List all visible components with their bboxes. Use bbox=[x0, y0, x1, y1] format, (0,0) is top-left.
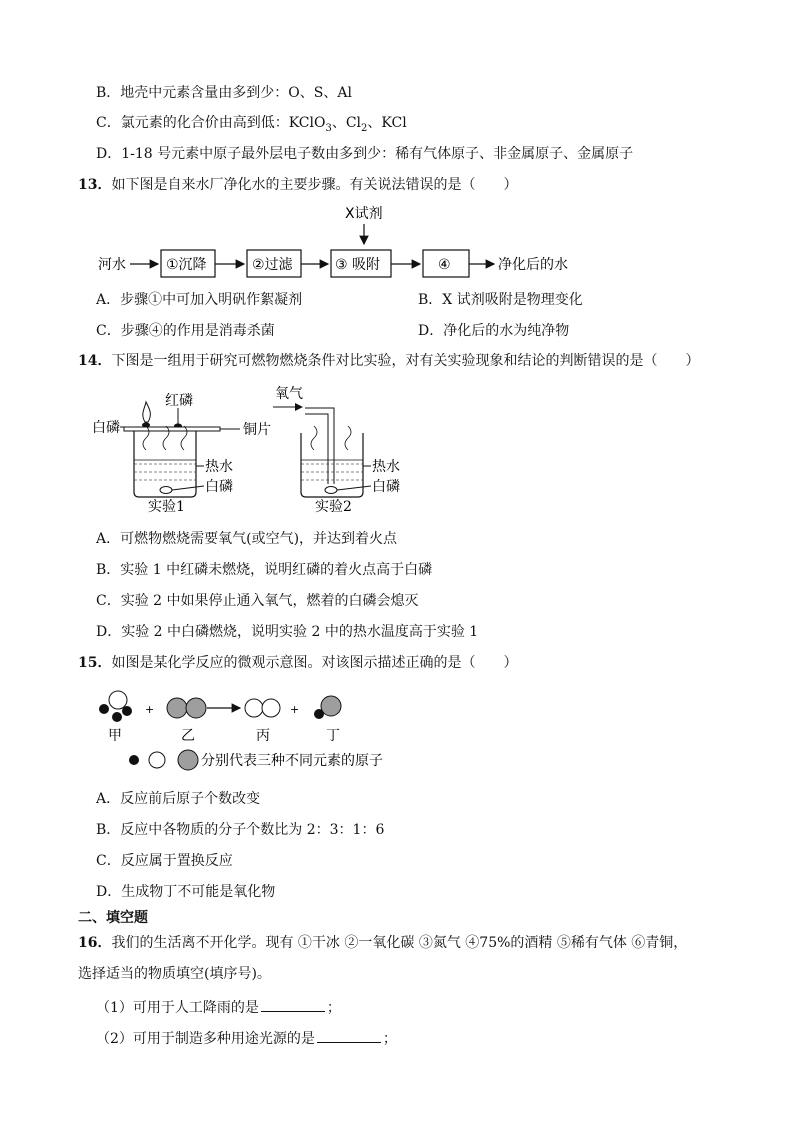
copper-label: 铜片 bbox=[243, 422, 271, 438]
q16-sub-2: （2）可用于制造多种用途光源的是 ； bbox=[96, 1028, 397, 1048]
combustion-experiment-diagram bbox=[90, 380, 420, 515]
molecule-yi bbox=[167, 698, 206, 718]
step-2-label: ②过滤 bbox=[252, 257, 293, 273]
molecule-ding bbox=[314, 696, 341, 719]
molecule-bing bbox=[245, 699, 280, 717]
option-d-prev: D．1-18 号元素中原子最外层电子数由多到少：稀有气体原子、非金属原子、金属原子 bbox=[96, 146, 634, 162]
white-phosphorus-label-2: 白磷 bbox=[372, 479, 400, 495]
plus-1: + bbox=[145, 703, 155, 716]
question-16-stem-cont: 选择适当的物质填空(填序号)。 bbox=[78, 966, 271, 982]
white-phosphorus-label-1: 白磷 bbox=[205, 479, 233, 495]
legend-white-atom bbox=[149, 752, 165, 768]
option-b-prev: B．地壳中元素含量由多到少：O、S、Al bbox=[96, 85, 352, 101]
hot-water-label-2: 热水 bbox=[372, 459, 400, 475]
experiment-2-label: 实验2 bbox=[315, 499, 352, 515]
copper-plate bbox=[124, 427, 220, 431]
q15-option-d: D．生成物丁不可能是氧化物 bbox=[96, 884, 276, 900]
hot-water-label-1: 热水 bbox=[205, 459, 233, 475]
flame-icon bbox=[143, 402, 151, 422]
step-3-label: ③ 吸附 bbox=[335, 257, 381, 273]
question-15: 15．如图是某化学反应的微观示意图。对该图示描述正确的是（ ） bbox=[78, 655, 518, 671]
q15-option-c: C．反应属于置换反应 bbox=[96, 853, 233, 869]
question-16: 16．我们的生活离不开化学。现有 ①干冰 ②一氧化碳 ③氮气 ④75%的酒精 ⑤稀有气体 ⑥青铜， bbox=[78, 935, 688, 951]
q15-option-b: B．反应中各物质的分子个数比为 2：3：1：6 bbox=[96, 822, 385, 838]
q15-option-a: A．反应前后原子个数改变 bbox=[96, 791, 261, 807]
legend-gray-atom bbox=[178, 750, 198, 770]
reaction-micro-diagram bbox=[90, 688, 430, 778]
input-label: 河水 bbox=[98, 257, 126, 273]
q14-option-b: B．实验 1 中红磷未燃烧，说明红磷的着火点高于白磷 bbox=[96, 562, 433, 578]
red-phosphorus-label: 红磷 bbox=[165, 393, 193, 409]
q13-option-d: D．净化后的水为纯净物 bbox=[418, 323, 570, 339]
q13-option-a: A．步骤①中可加入明矾作絮凝剂 bbox=[96, 292, 303, 308]
label-ding: 丁 bbox=[326, 728, 340, 744]
white-phosphorus-top-label: 白磷 bbox=[92, 420, 120, 436]
plus-2: + bbox=[290, 703, 300, 716]
q14-option-d: D．实验 2 中白磷燃烧，说明实验 2 中的热水温度高于实验 1 bbox=[96, 624, 479, 640]
question-13: 13．如下图是自来水厂净化水的主要步骤。有关说法错误的是（ ） bbox=[78, 177, 518, 193]
experiment-1-label: 实验1 bbox=[148, 499, 185, 515]
q14-option-c: C．实验 2 中如果停止通入氧气，燃着的白磷会熄灭 bbox=[96, 593, 419, 609]
molecule-jia bbox=[99, 691, 132, 722]
reagent-label: X试剂 bbox=[345, 206, 383, 222]
answer-blank-2[interactable] bbox=[317, 1028, 381, 1043]
legend-text: 分别代表三种不同元素的原子 bbox=[201, 753, 383, 769]
legend-black-atom bbox=[129, 755, 139, 765]
q13-option-b: B．X 试剂吸附是物理变化 bbox=[418, 292, 583, 308]
label-yi: 乙 bbox=[181, 728, 195, 744]
section-heading-fill-in: 二、填空题 bbox=[78, 910, 148, 926]
q16-sub-1: （1）可用于人工降雨的是 ； bbox=[96, 997, 341, 1017]
question-14: 14．下图是一组用于研究可燃物燃烧条件对比实验，对有关实验现象和结论的判断错误的是（ ） bbox=[78, 353, 700, 369]
answer-blank-1[interactable] bbox=[261, 997, 325, 1012]
oxygen-label: 氧气 bbox=[275, 386, 303, 402]
label-jia: 甲 bbox=[108, 728, 122, 744]
option-c-prev: C．氯元素的化合价由高到低：KClO$_3$、$Cl_2$、KCl bbox=[96, 115, 407, 134]
label-bing: 丙 bbox=[256, 728, 270, 744]
oxygen-tube bbox=[305, 408, 334, 484]
step-1-label: ①沉降 bbox=[166, 257, 207, 273]
q14-option-a: A．可燃物燃烧需要氧气(或空气)，并达到着火点 bbox=[96, 531, 398, 547]
output-label: 净化后的水 bbox=[498, 257, 568, 273]
q13-option-c: C．步骤④的作用是消毒杀菌 bbox=[96, 323, 275, 339]
water-purification-diagram bbox=[90, 200, 610, 284]
step-4-label: ④ bbox=[438, 257, 451, 273]
